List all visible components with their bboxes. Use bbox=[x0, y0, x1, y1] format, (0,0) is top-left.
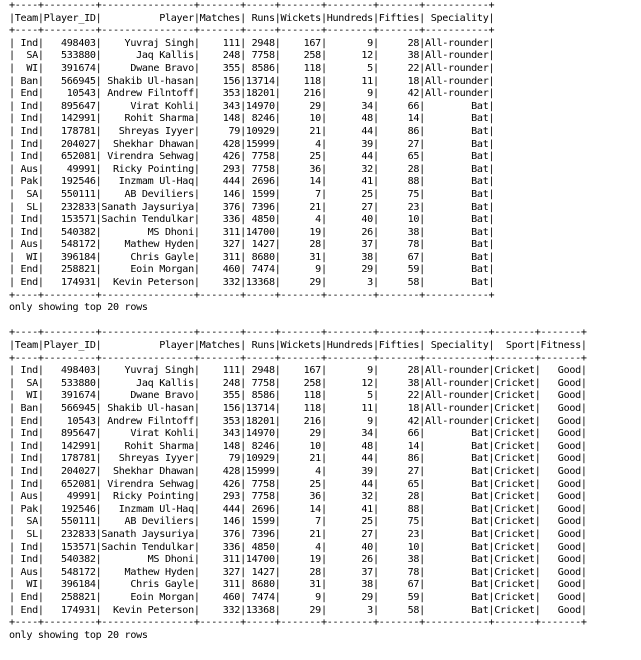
table-row: | End| 258821| Eoin Morgan| 460| 7474| 9| 29| 59| Bat| bbox=[9, 264, 495, 276]
table-row: | End| 258821| Eoin Morgan| 460| 7474| 9| 29| 59| Bat|Cricket| Good| bbox=[9, 591, 587, 603]
table2-footer: only showing top 20 rows bbox=[9, 629, 148, 641]
table-row: | WI| 391674| Dwane Bravo| 355| 8586| 118| 5| 22|All-rounder|Cricket| Good| bbox=[9, 390, 587, 402]
table-row: | Ind| 204027| Shekhar Dhawan| 428|15999| 4| 39| 27| Bat|Cricket| Good| bbox=[9, 465, 587, 477]
table-row: | SL| 232833|Sanath Jaysuriya| 376| 7396| 21| 27| 23| Bat|Cricket| Good| bbox=[9, 528, 587, 540]
table-row: | End| 10543| Andrew Filntoff| 353|18201| 216| 9| 42|All-rounder| bbox=[9, 88, 495, 100]
table-row: | SA| 550111| AB Deviliers| 146| 1599| 7| 25| 75| Bat| bbox=[9, 188, 495, 200]
table1-top-border: +----+---------+----------------+-------+-----+-------+--------+-------+-----------+ bbox=[9, 0, 495, 11]
table-row: | Ind| 540382| MS Dhoni| 311|14700| 19| 26| 38| Bat|Cricket| Good| bbox=[9, 554, 587, 566]
table-row: | SA| 550111| AB Deviliers| 146| 1599| 7| 25| 75| Bat|Cricket| Good| bbox=[9, 516, 587, 528]
table-row: | Aus| 49991| Ricky Pointing| 293| 7758| 36| 32| 28| Bat| bbox=[9, 163, 495, 175]
table-row: | Ind| 178781| Shreyas Iyyer| 79|10929| 21| 44| 86| Bat|Cricket| Good| bbox=[9, 453, 587, 465]
table-row: | Ind| 204027| Shekhar Dhawan| 428|15999| 4| 39| 27| Bat| bbox=[9, 138, 495, 150]
table-row: | Ban| 566945| Shakib Ul-hasan| 156|13714| 118| 11| 18|All-rounder|Cricket| Good| bbox=[9, 403, 587, 414]
table-row: | End| 10543| Andrew Filntoff| 353|18201| 216| 9| 42|All-rounder|Cricket| Good| bbox=[9, 415, 587, 427]
table-row: | WI| 396184| Chris Gayle| 311| 8680| 31| 38| 67| Bat| bbox=[9, 251, 495, 263]
table-row: | SA| 533880| Jaq Kallis| 248| 7758| 258| 12| 38|All-rounder|Cricket| Good| bbox=[9, 377, 587, 389]
table1-footer: only showing top 20 rows bbox=[9, 302, 148, 314]
table1-header-border: +----+---------+----------------+-------+-----+-------+--------+-------+-----------+ bbox=[9, 25, 495, 37]
table-row: | Ind| 540382| MS Dhoni| 311|14700| 19| 26| 38| Bat| bbox=[9, 226, 495, 238]
table-row: | End| 174931| Kevin Peterson| 332|13368| 29| 3| 58| Bat| bbox=[9, 277, 495, 289]
table-row: | Ind| 142991| Rohit Sharma| 148| 8246| 10| 48| 14| Bat|Cricket| Good| bbox=[9, 440, 587, 452]
table1-bottom-border: +----+---------+----------------+-------+-----+-------+--------+-------+-----------+ bbox=[9, 289, 495, 301]
table2-header-border: +----+---------+----------------+-------+-----+-------+--------+-------+-----------+-------+-------+ bbox=[9, 352, 587, 364]
table-row: | End| 174931| Kevin Peterson| 332|13368| 29| 3| 58| Bat|Cricket| Good| bbox=[9, 604, 587, 616]
table2-top-border: +----+---------+----------------+-------+-----+-------+--------+-------+-----------+-------+-------+ bbox=[9, 327, 587, 339]
table-row: | Ind| 895647| Virat Kohli| 343|14970| 29| 34| 66| Bat|Cricket| Good| bbox=[9, 428, 587, 440]
table-row: | Pak| 192546| Inzmam Ul-Haq| 444| 2696| 14| 41| 88| Bat|Cricket| Good| bbox=[9, 503, 587, 515]
table-row: | Ind| 895647| Virat Kohli| 343|14970| 29| 34| 66| Bat| bbox=[9, 100, 495, 112]
table2-body bbox=[9, 365, 641, 617]
table-row: | Aus| 49991| Ricky Pointing| 293| 7758| 36| 32| 28| Bat|Cricket| Good| bbox=[9, 491, 587, 503]
table-row: | Ind| 153571|Sachin Tendulkar| 336| 4850| 4| 40| 10| Bat|Cricket| Good| bbox=[9, 541, 587, 553]
table-row: | Ind| 498403| Yuvraj Singh| 111| 2948| 167| 9| 28|All-rounder|Cricket| Good| bbox=[9, 365, 587, 377]
table-row: | Ind| 652081| Virendra Sehwag| 426| 7758| 25| 44| 65| Bat|Cricket| Good| bbox=[9, 478, 587, 490]
table-row: | SA| 533880| Jaq Kallis| 248| 7758| 258| 12| 38|All-rounder| bbox=[9, 50, 495, 62]
table-row: | Aus| 548172| Mathew Hyden| 327| 1427| 28| 37| 78| Bat|Cricket| Good| bbox=[9, 566, 587, 578]
table-row: | Ind| 652081| Virendra Sehwag| 426| 7758| 25| 44| 65| Bat| bbox=[9, 151, 495, 163]
table1-body bbox=[9, 38, 641, 290]
table-row: | Pak| 192546| Inzmam Ul-Haq| 444| 2696| 14| 41| 88| Bat| bbox=[9, 176, 495, 188]
table-row: | WI| 396184| Chris Gayle| 311| 8680| 31| 38| 67| Bat|Cricket| Good| bbox=[9, 579, 587, 591]
table-row: | SL| 232833|Sanath Jaysuriya| 376| 7396| 21| 27| 23| Bat| bbox=[9, 201, 495, 213]
table-row: | Ind| 498403| Yuvraj Singh| 111| 2948| 167| 9| 28|All-rounder| bbox=[9, 37, 495, 49]
table-row: | WI| 391674| Dwane Bravo| 355| 8586| 118| 5| 22|All-rounder| bbox=[9, 62, 495, 74]
table-row: | Ban| 566945| Shakib Ul-hasan| 156|13714| 118| 11| 18|All-rounder| bbox=[9, 75, 495, 87]
spacer bbox=[9, 315, 641, 328]
table1-header-row: |Team|Player_ID| Player|Matches| Runs|Wickets|Hundreds|Fifties| Speciality| bbox=[9, 12, 495, 24]
table2-bottom-border: +----+---------+----------------+-------+-----+-------+--------+-------+-----------+-------+-------+ bbox=[9, 617, 587, 629]
table-row: | Ind| 153571|Sachin Tendulkar| 336| 4850| 4| 40| 10| Bat| bbox=[9, 214, 495, 226]
table-row: | Ind| 142991| Rohit Sharma| 148| 8246| 10| 48| 14| Bat| bbox=[9, 113, 495, 125]
table2-header-row: |Team|Player_ID| Player|Matches| Runs|Wickets|Hundreds|Fifties| Speciality| Sport|Fitness| bbox=[9, 340, 587, 352]
table-row: | Aus| 548172| Mathew Hyden| 327| 1427| 28| 37| 78| Bat| bbox=[9, 239, 495, 251]
table-row: | Ind| 178781| Shreyas Iyyer| 79|10929| 21| 44| 86| Bat| bbox=[9, 125, 495, 137]
